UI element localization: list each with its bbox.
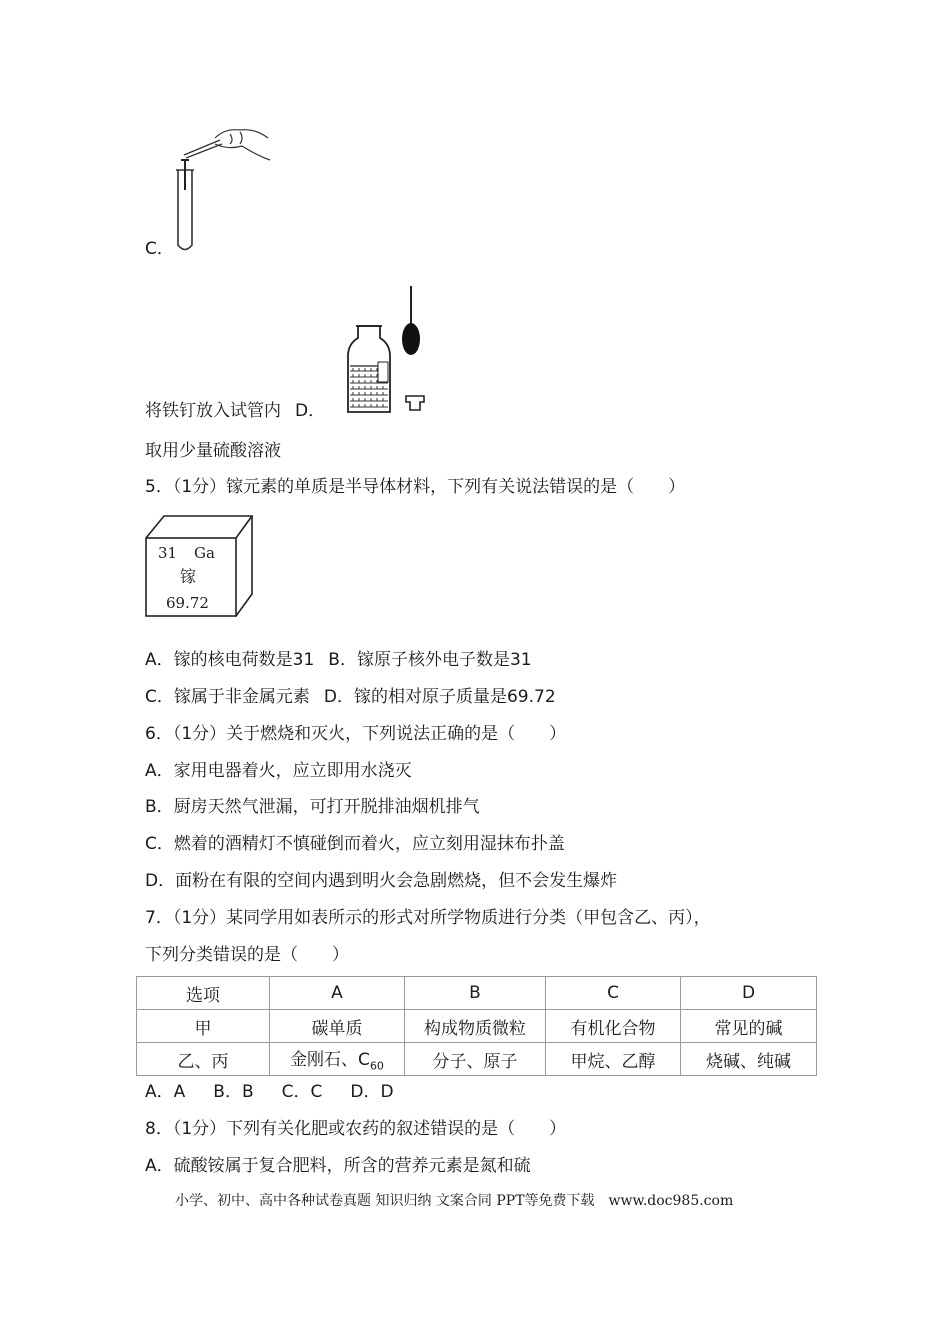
q4-option-d-label: D． xyxy=(295,401,326,421)
table-cell: 分子、原子 xyxy=(405,1043,546,1076)
reagent-bottle-dropper-figure xyxy=(344,284,439,416)
q7-option-a-label: A． xyxy=(145,1082,174,1102)
q7-option-d-label: D． xyxy=(350,1082,381,1102)
q6-option-d: D．面粉在有限的空间内遇到明火会急剧燃烧，但不会发生爆炸 xyxy=(145,871,618,891)
q7-option-b-label: B． xyxy=(213,1082,242,1102)
q5-option-b-text: 镓原子核外电子数是31 xyxy=(356,650,532,670)
table-cell: 烧碱、纯碱 xyxy=(681,1043,817,1076)
table-cell: D xyxy=(681,977,817,1010)
table-cell: 构成物质微粒 xyxy=(405,1010,546,1043)
c60-main: 金刚石、C xyxy=(290,1050,370,1071)
q5-option-c-label: C． xyxy=(145,687,174,707)
q5-option-a-text: 镓的核电荷数是31 xyxy=(173,650,315,670)
test-tube-nail-figure xyxy=(170,120,280,255)
footer-text: 小学、初中、高中各种试卷真题 知识归纳 文案合同 PPT等免费下载 xyxy=(175,1193,595,1209)
table-cell: A xyxy=(270,977,405,1010)
q6-option-b: B．厨房天然气泄漏，可打开脱排油烟机排气 xyxy=(145,797,480,817)
q4-option-c-label: C． xyxy=(145,239,174,259)
q7-stem-line-2: 下列分类错误的是（ ） xyxy=(145,945,349,965)
footer-site-link[interactable]: www.doc985.com xyxy=(608,1193,734,1209)
element-number: 31 xyxy=(158,544,178,562)
q5-option-d-label: D． xyxy=(323,687,354,707)
table-cell: B xyxy=(405,977,546,1010)
q8-option-a: A．硫酸铵属于复合肥料，所含的营养元素是氮和硫 xyxy=(145,1156,531,1176)
table-cell: 碳单质 xyxy=(270,1010,405,1043)
q4-option-d-caption: 取用少量硫酸溶液 xyxy=(145,441,281,461)
classification-table xyxy=(136,976,817,1076)
q7-option-d-text: D xyxy=(380,1082,394,1102)
page-footer xyxy=(175,1190,733,1210)
q7-stem-line-1: 7．（1分）某同学用如表所示的形式对所学物质进行分类（甲包含乙、丙）， xyxy=(145,908,711,928)
table-header-row xyxy=(137,977,817,1010)
q7-option-c-label: C． xyxy=(281,1082,311,1102)
q5-option-a-label: A． xyxy=(145,650,174,670)
q7-option-b-text: B xyxy=(241,1082,254,1102)
q6-option-a: A．家用电器着火，应立即用水浇灭 xyxy=(145,761,412,781)
gallium-element-card xyxy=(140,512,260,620)
q7-options-row xyxy=(145,1081,394,1103)
c60-subscript: 60 xyxy=(369,1059,384,1073)
table-cell: 常见的碱 xyxy=(681,1010,817,1043)
q7-option-c-text: C xyxy=(310,1082,323,1102)
table-cell: 乙、丙 xyxy=(137,1043,270,1076)
q4-option-c-caption-row xyxy=(145,400,325,422)
table-cell: 甲 xyxy=(137,1010,270,1043)
table-cell: 甲烷、乙醇 xyxy=(546,1043,681,1076)
table-cell: C xyxy=(546,977,681,1010)
element-symbol: Ga xyxy=(194,544,215,562)
q5-option-b-label: B． xyxy=(328,650,357,670)
q5-options-row-2 xyxy=(145,686,556,708)
q8-stem: 8．（1分）下列有关化肥或农药的叙述错误的是（ ） xyxy=(145,1119,567,1139)
table-cell: 有机化合物 xyxy=(546,1010,681,1043)
q7-option-a-text: A xyxy=(173,1082,186,1102)
table-row xyxy=(137,1010,817,1043)
table-cell xyxy=(270,1043,405,1076)
table-cell: 选项 xyxy=(137,977,270,1010)
q6-stem: 6．（1分）关于燃烧和灭火，下列说法正确的是（ ） xyxy=(145,724,567,744)
element-name: 镓 xyxy=(180,567,197,586)
table-row xyxy=(137,1043,817,1076)
q5-options-row-1 xyxy=(145,649,532,671)
q5-option-c-text: 镓属于非金属元素 xyxy=(173,687,310,707)
q4-option-c-caption: 将铁钉放入试管内 xyxy=(145,401,281,421)
element-mass: 69.72 xyxy=(166,594,209,612)
q5-stem: 5．（1分）镓元素的单质是半导体材料，下列有关说法错误的是（ ） xyxy=(145,477,686,497)
q6-option-c: C．燃着的酒精灯不慎碰倒而着火，应立刻用湿抹布扑盖 xyxy=(145,834,565,854)
q5-option-d-text: 镓的相对原子质量是69.72 xyxy=(353,687,556,707)
